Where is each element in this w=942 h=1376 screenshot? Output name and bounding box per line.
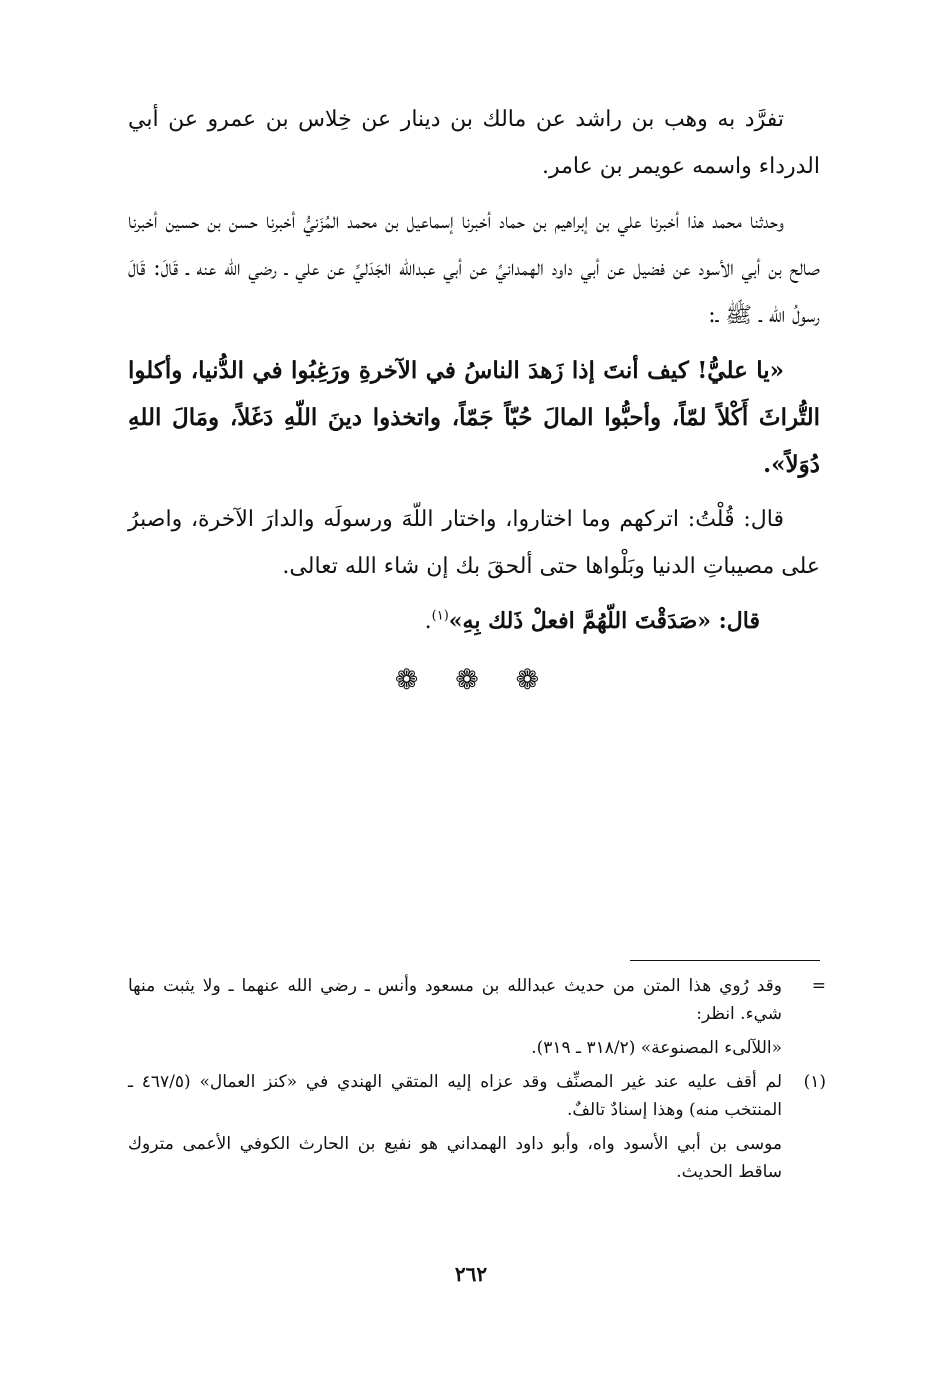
footnote-mark: (١)	[803, 1072, 826, 1092]
paragraph-1: تفرَّد به وهب بن راشد عن مالك بن دينار عن خِلاس بن عمرو عن أبي الدرداء واسمه عويمر بن عامر.	[128, 107, 820, 179]
footnote-1-continued: موسى بن أبي الأسود واه، وأبو داود الهمداني هو نفيع بن الحارث الكوفي الأعمى متروك ساقط الحديث.	[128, 1134, 782, 1182]
footnote-separator	[630, 960, 820, 961]
footnote-source: «اللآلىء المصنوعة» (٣١٨/٢ ـ ٣١٩).	[531, 1038, 782, 1058]
footnote-mark: =	[811, 976, 826, 996]
footnote-1	[128, 1068, 826, 1124]
hadith-text: «يا عليُّ! كيف أنتَ إذا زَهدَ الناسُ في الآخرةِ ورَغِبُوا في الدُّنيا، وأكلوا التُّراثَ أَكْلاً لمّاً، وأحبُّوا المالَ حُبّاً جَمّاً، واتخذوا دينَ اللّهِ دَغَلاً، ومَالَ اللهِ دُوَلاً».	[128, 357, 820, 478]
page-number: ٢٦٢	[454, 1262, 488, 1286]
paragraph-4: قال: قُلْتُ: اتركهم وما اختاروا، واختار اللّهَ ورسولَه والدارَ الآخرة، واصبرُ على مصيباتِ الدنيا وبَلْواها حتى ألحقَ بك إن شاء الله تعالى.	[128, 507, 820, 579]
footnote-text: وقد رُوي هذا المتن من حديث عبدالله بن مسعود وأنس ـ رضي الله عنهما ـ ولا يثبت منها شيء. انظر:	[128, 976, 782, 1024]
footnote-continued	[128, 972, 826, 1028]
footnotes	[128, 972, 826, 1192]
final-period: .	[424, 609, 432, 634]
main-text	[128, 96, 820, 696]
paragraph-2: وحدثنا محمد هذا أخبرنا علي بن إبراهيم بن حماد أخبرنا إسماعيل بن محمد المُزَنيُّ أخبرنا حسن بن حسين أخبرنا صالح بن أبي الأسود عن فضيل عن أبي داود الهمدانيِّ عن أبي عبدالله الجَدَليِّ عن علي ـ رضي الله عنه ـ قَالَ: قَالَ رسولُ الله ـ ﷺ ـ:	[128, 209, 820, 328]
footnote-reference[interactable]: (١)	[431, 608, 449, 624]
footnote-text: لم أقف عليه عند غير المصنِّف وقد عزاه إليه المتقي الهندي في «كنز العمال» (٤٦٧/٥ ـ المنتخب منه) وهذا إسنادٌ تالفٌ.	[128, 1072, 782, 1120]
paragraph-5	[128, 598, 820, 645]
ornament-divider: ❁ ❁ ❁	[394, 663, 554, 696]
closing-line: قال: «صَدَقْتَ اللّهُمَّ افعلْ ذَلك بِهِ»	[448, 608, 760, 634]
